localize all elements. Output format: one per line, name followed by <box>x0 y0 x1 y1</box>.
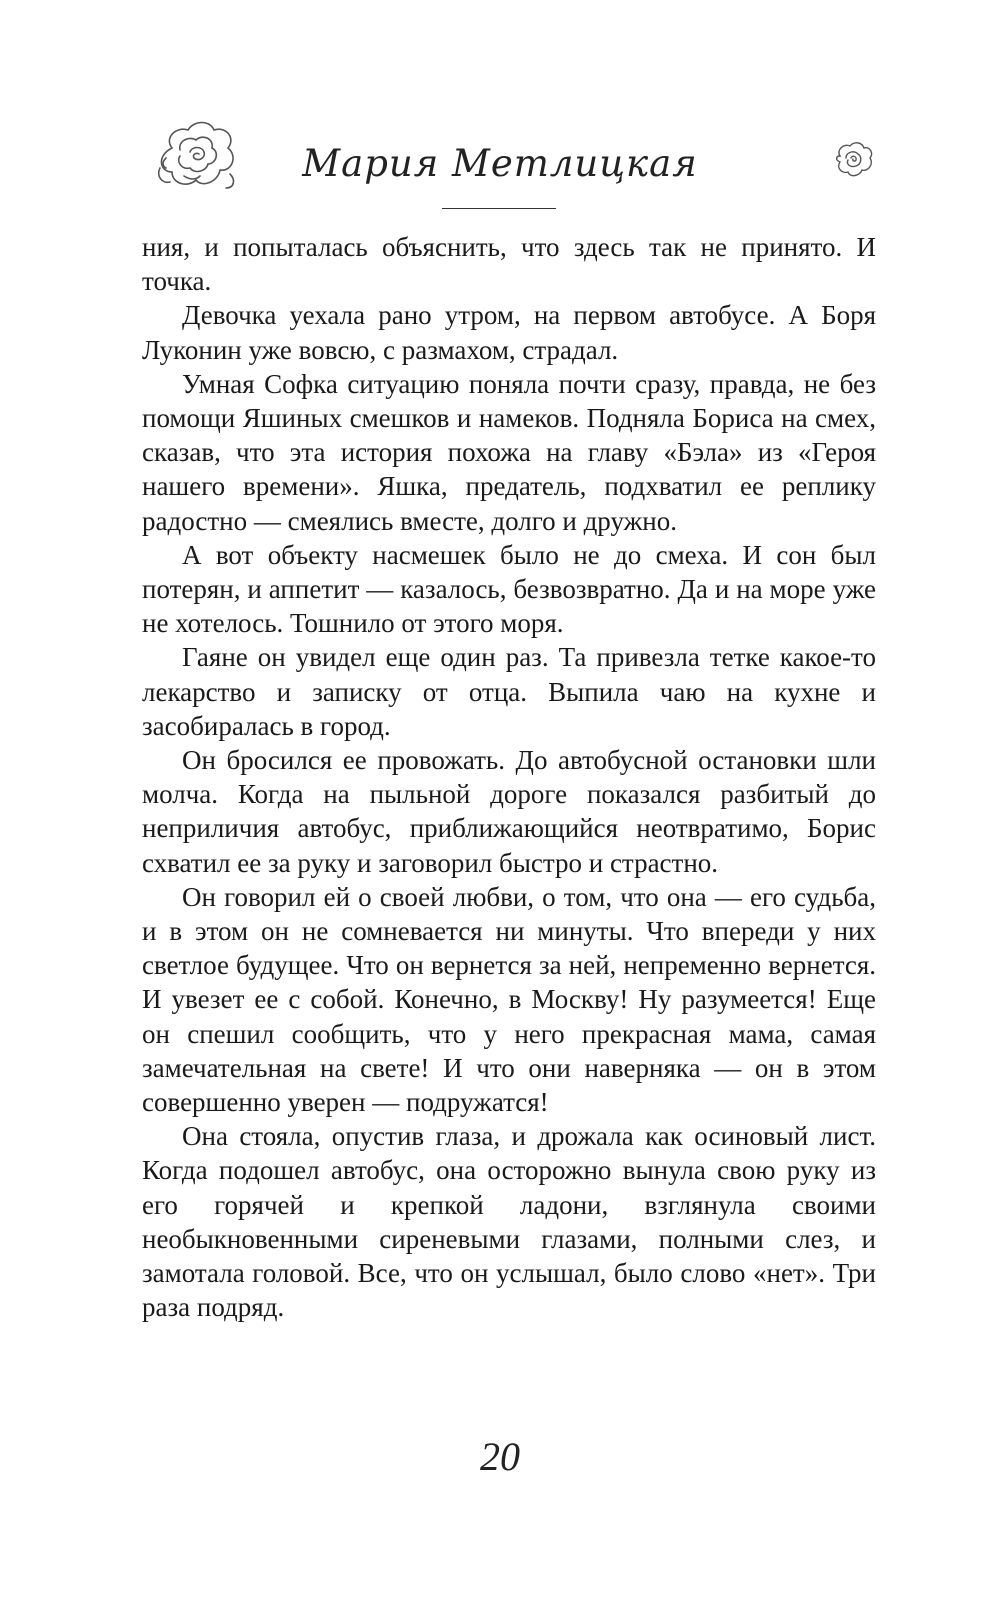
header-divider <box>442 208 556 209</box>
paragraph: Умная Софка ситуацию поняла почти сразу, правда, не без помощи Яшиных смешков и намеков. Подняла Бориса на смех, сказав, что эта история похожа на главу «Бэла» из «Героя нашего времени». Яшка, предатель, подхватил ее реплику радостно — смеялись вместе, долго и дружно. <box>142 368 876 536</box>
paragraph: Она стояла, опустив глаза, и дрожала как осиновый лист. Когда подошел автобус, она осторожно вынула свою руку из его горячей и крепкой ладони, взглянула своими необыкновенными сиреневыми глазами, полными слез, и замотала головой. Все, что он услышал, было слово «нет». Три раза подряд. <box>142 1121 876 1323</box>
paragraph: А вот объекту насмешек было не до смеха. И сон был потерян, и аппетит — казалось, безвозвратно. Да и на море уже не хотелось. Тошнило от этого моря. <box>142 539 876 639</box>
paragraph: Он бросился ее провожать. До автобусной остановки шли молча. Когда на пыльной дороге показался разбитый до неприличия автобус, приближающийся неотвратимо, Борис схватил ее за руку и заговорил быстро и страстно. <box>142 745 876 878</box>
paragraph: Он говорил ей о своей любви, о том, что она — его судьба, и в этом он не сомневается ни минуты. Что впереди у них светлое будущее. Что он вернется за ней, непременно вернется. И увезет ее с собой. Конечно, в Москву! Ну разумеется! Еще он спешил сообщить, что у него прекрасная мама, самая замечательная на свете! И что они наверняка — он в этом совершенно уверен — подружатся! <box>142 881 876 1118</box>
page-number: 20 <box>480 1434 520 1479</box>
body-text <box>142 230 876 1325</box>
rose-icon <box>832 140 876 180</box>
paragraph: Гаяне он увидел еще один раз. Та привезла тетке какое-то лекарство и записку от отца. Выпила чаю на кухне и засобиралась в город. <box>142 642 876 741</box>
paragraph: ния, и попыталась объяснить, что здесь так не принято. И точка. <box>142 232 876 297</box>
author-name: Мария Метлицкая <box>302 142 698 185</box>
running-header <box>0 118 1000 238</box>
paragraph: Девочка уехала рано утром, на первом автобусе. А Боря Луконин уже вовсю, с размахом, страдал. <box>142 300 876 365</box>
